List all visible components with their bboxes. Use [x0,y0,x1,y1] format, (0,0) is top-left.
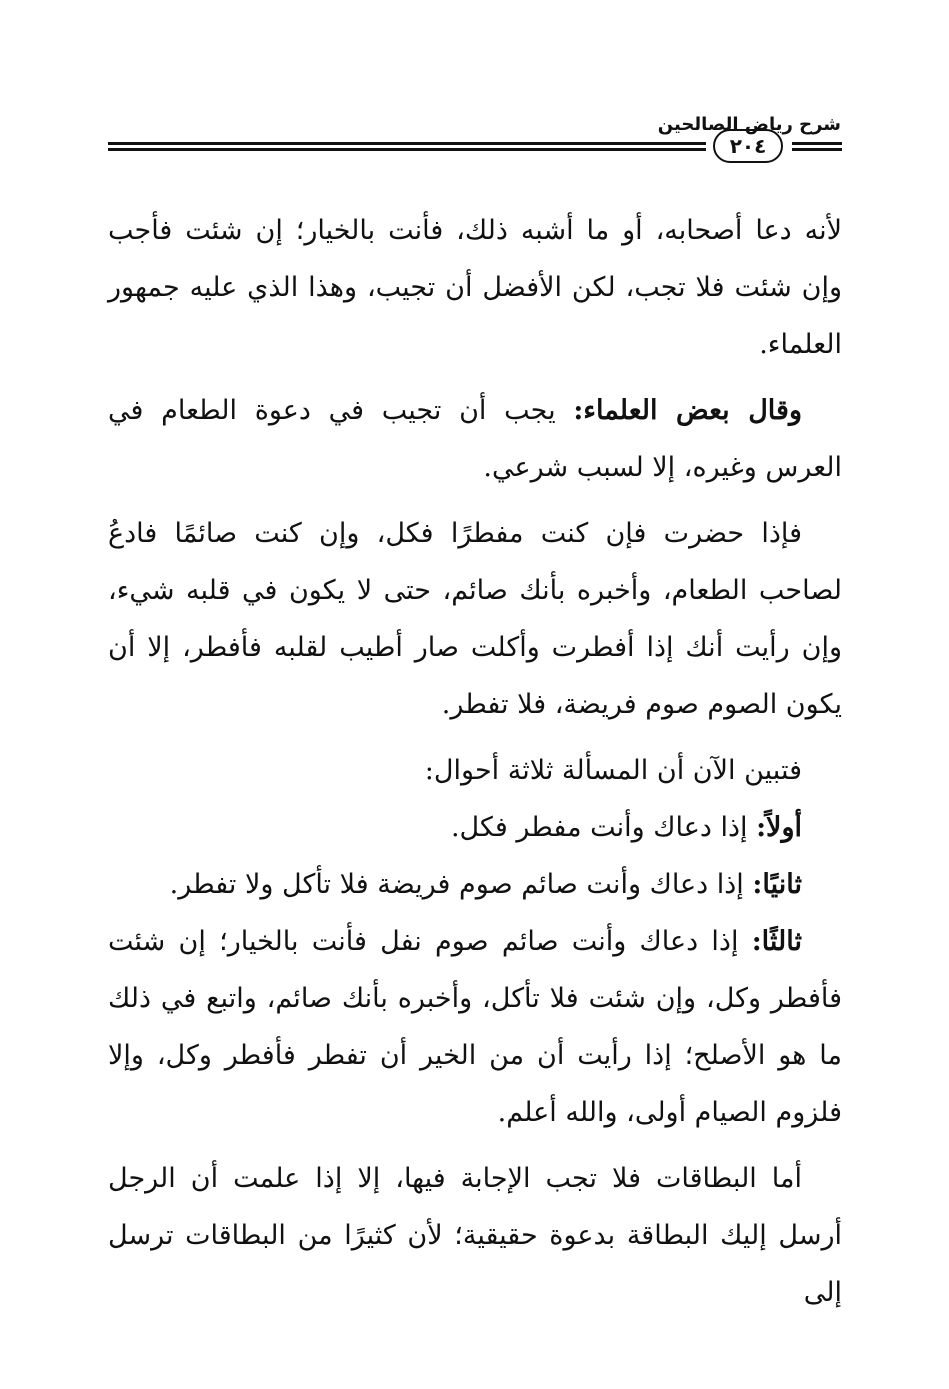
header-rule-line [792,142,842,145]
list-item-text: إذا دعاك وأنت صائم صوم فريضة فلا تأكل ولا تفطر. [169,869,753,900]
page-header [0,0,949,170]
paragraph [108,505,842,733]
bold-lead: أولاً: [756,812,802,843]
bold-lead: ثالثًا: [751,926,802,957]
paragraph-text: لأنه دعا أصحابه، أو ما أشبه ذلك، فأنت بالخيار؛ إن شئت فأجب وإن شئت فلا تجب، لكن الأفضل أن تجيب، وهذا الذي عليه جمهور العلماء. [108,215,842,360]
running-title: شرح رياض الصالحين [657,114,841,135]
paragraph-text: يجب أن تجيب في دعوة الطعام في العرس وغيره، إلا لسبب شرعي. [108,395,842,483]
page-body [108,202,842,1330]
header-rule-line [792,148,842,151]
list-item [108,856,842,913]
paragraph [108,382,842,496]
paragraph-text: فإذا حضرت فإن كنت مفطرًا فكل، وإن كنت صائمًا فادعُ لصاحب الطعام، وأخبره بأنك صائم، حتى لا يكون في قلبه شيء، وإن رأيت أنك إذا أفطرت وأكلت صار أطيب لقلبه فأفطر، إلا أن يكون الصوم صوم فريضة، فلا تفطر. [108,518,842,720]
list-item [108,913,842,1141]
list-item-text: إذا دعاك وأنت صائم صوم نفل فأنت بالخيار؛ إن شئت فأفطر وكل، وإن شئت فلا تأكل، وأخبره بأنك صائم، واتبع في ذلك ما هو الأصلح؛ إذا رأيت أن من الخير أن تفطر فأفطر وكل، وإلا فلزوم الصيام أولى، والله أعلم. [108,926,842,1128]
header-rule-line [108,148,706,151]
header-rule-line [108,142,706,145]
paragraph [108,742,842,799]
bold-lead: ثانيًا: [752,869,802,900]
paragraph-text: أما البطاقات فلا تجب الإجابة فيها، إلا إذا علمت أن الرجل أرسل إليك البطاقة بدعوة حقيقية؛ لأن كثيرًا من البطاقات ترسل إلى [108,1163,842,1308]
paragraph [108,202,842,373]
bold-lead: وقال بعض العلماء: [573,395,802,426]
paragraph-text: فتبين الآن أن المسألة ثلاثة أحوال: [424,755,802,786]
list-item-text: إذا دعاك وأنت مفطر فكل. [450,812,757,843]
paragraph [108,1150,842,1321]
page-number: ٢٠٤ [713,129,783,163]
list-item [108,799,842,856]
